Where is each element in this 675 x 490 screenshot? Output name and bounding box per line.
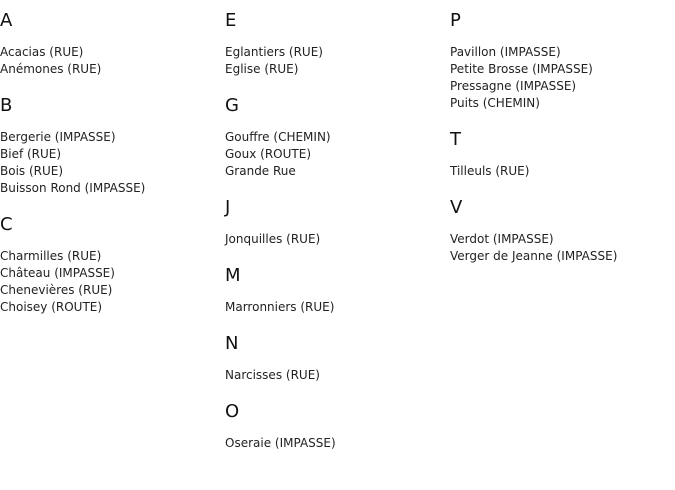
street-link[interactable]: Marronniers (RUE) [225,300,335,314]
street-link[interactable]: Oseraie (IMPASSE) [225,436,336,450]
section-letter-a: A [0,10,13,31]
street-link[interactable]: Eglantiers (RUE) [225,45,323,59]
street-link[interactable]: Narcisses (RUE) [225,368,320,382]
section-letter-b: B [0,95,13,116]
section-letter-g: G [225,95,239,116]
street-link[interactable]: Jonquilles (RUE) [225,232,321,246]
section-m [225,265,445,316]
street-link[interactable]: Charmilles (RUE) [0,249,102,263]
street-link[interactable]: Pressagne (IMPASSE) [450,79,577,93]
street-link[interactable]: Bief (RUE) [0,147,62,161]
street-link[interactable]: Buisson Rond (IMPASSE) [0,181,146,195]
section-a [0,10,220,78]
street-column-2 [225,10,445,469]
section-letter-t: T [450,129,461,150]
street-link[interactable]: Chenevières (RUE) [0,283,113,297]
section-letter-o: O [225,401,240,422]
section-letter-m: M [225,265,241,286]
street-link[interactable]: Verger de Jeanne (IMPASSE) [450,249,618,263]
section-b [0,95,220,197]
street-link[interactable]: Gouffre (CHEMIN) [225,130,331,144]
section-letter-j: J [225,197,231,218]
section-g [225,95,445,180]
street-link[interactable]: Pavillon (IMPASSE) [450,45,561,59]
section-j [225,197,445,248]
street-column-3 [450,10,670,282]
section-o [225,401,445,452]
section-p [450,10,670,112]
street-column-1 [0,10,220,333]
street-link[interactable]: Bois (RUE) [0,164,64,178]
section-letter-e: E [225,10,237,31]
street-link[interactable]: Tilleuls (RUE) [450,164,530,178]
section-t [450,129,670,180]
street-link[interactable]: Petite Brosse (IMPASSE) [450,62,593,76]
street-link[interactable]: Bergerie (IMPASSE) [0,130,116,144]
street-link[interactable]: Grande Rue [225,164,296,178]
section-e [225,10,445,78]
section-c [0,214,220,316]
street-link[interactable]: Verdot (IMPASSE) [450,232,554,246]
section-letter-p: P [450,10,461,31]
street-link[interactable]: Château (IMPASSE) [0,266,115,280]
street-link[interactable]: Puits (CHEMIN) [450,96,540,110]
street-link[interactable]: Choisey (ROUTE) [0,300,103,314]
street-link[interactable]: Anémones (RUE) [0,62,102,76]
street-link[interactable]: Goux (ROUTE) [225,147,312,161]
street-link[interactable]: Acacias (RUE) [0,45,84,59]
section-letter-c: C [0,214,13,235]
street-link[interactable]: Eglise (RUE) [225,62,299,76]
section-letter-n: N [225,333,239,354]
section-n [225,333,445,384]
section-v [450,197,670,265]
section-letter-v: V [450,197,463,218]
